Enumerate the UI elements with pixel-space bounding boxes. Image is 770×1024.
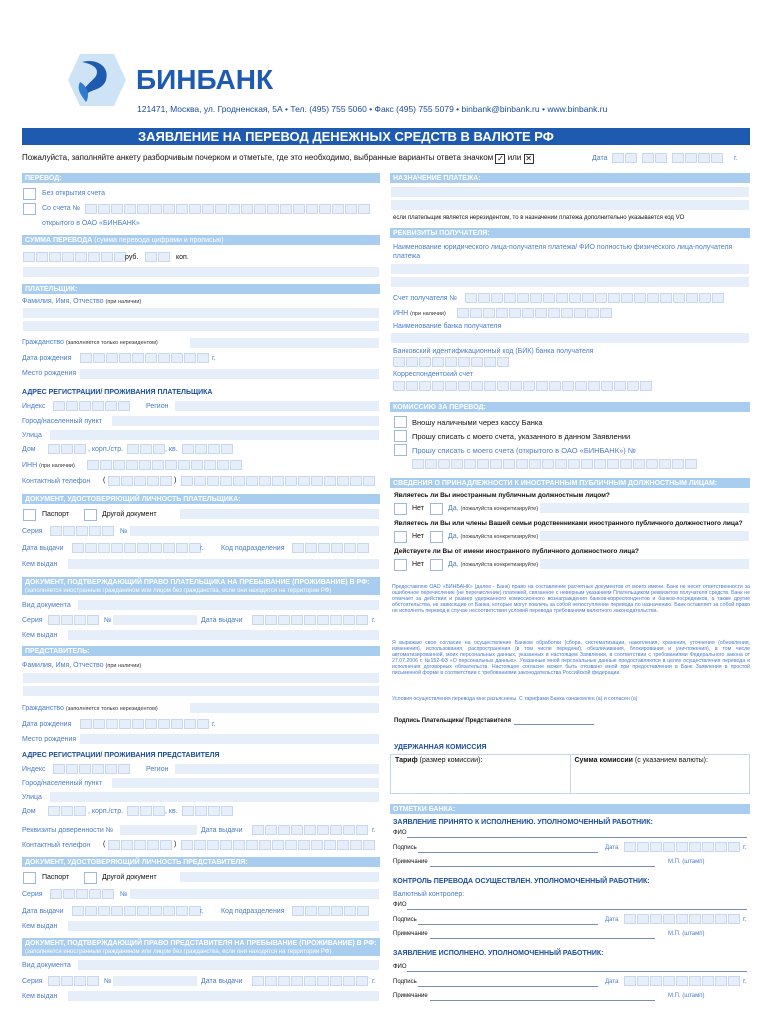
instruction-text — [22, 153, 534, 164]
payer-dept-code-label: Код подразделения — [221, 545, 285, 552]
recipient-name-field-1[interactable] — [391, 264, 749, 274]
pep-q2-yes-field[interactable] — [540, 531, 749, 541]
commission-other-checkbox[interactable] — [394, 444, 407, 456]
amount-words-field[interactable] — [23, 267, 379, 277]
bank-executed-fio-label: ФИО — [393, 964, 407, 970]
payer-stay-section-title — [22, 577, 380, 595]
recipient-section-title: РЕКВИЗИТЫ ПОЛУЧАТЕЛЯ: — [390, 228, 750, 238]
recipient-corr-label: Корреспондентский счет — [393, 371, 473, 378]
rep-issue-date-label: Дата выдачи — [22, 908, 64, 915]
bank-accepted-fio-line[interactable] — [407, 837, 747, 838]
rep-phone-close-paren: ) — [174, 841, 177, 848]
rep-region-label: Регион — [146, 766, 169, 773]
pep-q3-yes-label: Да, (пожалуйста конкретизируйте) — [448, 561, 539, 568]
bank-executed-date-label: Дата — [605, 979, 619, 985]
rep-stay-issue-date-field[interactable] — [252, 976, 368, 986]
rep-birth-date-label: Дата рождения — [22, 721, 72, 728]
consent-signature-line[interactable] — [514, 724, 594, 725]
rep-index-label: Индекс — [22, 766, 46, 773]
pep-q1-no-checkbox[interactable] — [394, 503, 407, 515]
bank-control-note-line[interactable] — [430, 938, 655, 939]
recipient-corr-field[interactable] — [393, 381, 652, 391]
payer-house-field[interactable] — [48, 444, 86, 454]
pep-q2-yes-checkbox[interactable] — [430, 531, 443, 543]
payer-issued-by-field[interactable] — [68, 559, 379, 569]
bank-executed-fio-line[interactable] — [407, 971, 747, 972]
rep-number-label: № — [120, 891, 128, 898]
bank-accepted-fio-label: ФИО — [393, 830, 407, 836]
payer-id-section-title: ДОКУМЕНТ, УДОСТОВЕРЯЮЩИЙ ЛИЧНОСТЬ ПЛАТЕЛЬЩИКА: — [22, 494, 380, 504]
commission-cash-label: Вношу наличными через кассу Банка — [412, 418, 543, 427]
pep-q3-yes-checkbox[interactable] — [430, 559, 443, 571]
rep-issued-by-field[interactable] — [68, 921, 379, 931]
bank-executed-title: ЗАЯВЛЕНИЕ ИСПОЛНЕНО. УПОЛНОМОЧЕННЫЙ РАБОТНИК: — [393, 950, 604, 957]
bank-control-date[interactable] — [624, 914, 740, 924]
rep-apt-field[interactable] — [182, 806, 233, 816]
bank-accepted-date[interactable] — [624, 842, 740, 852]
commission-cash-checkbox[interactable] — [394, 416, 407, 428]
amount-hint: (сумма перевода цифрами и прописью) — [94, 237, 224, 244]
commission-account-label: Прошу списать с моего счета, указанного в данном Заявлении — [412, 432, 631, 441]
rep-series-label: Серия — [22, 891, 43, 898]
payer-section-title: ПЛАТЕЛЬЩИК: — [22, 284, 380, 294]
bank-accepted-note-label: Примечание — [393, 859, 428, 865]
recipient-bik-label: Банковский идентификационный код (БИК) банка получателя — [393, 348, 594, 355]
commission-section-title: КОМИССИЮ ЗА ПЕРЕВОД: — [390, 402, 750, 412]
rep-stay-series-field[interactable] — [48, 976, 99, 986]
rep-stay-doc-label: Вид документа — [22, 962, 71, 969]
payer-stay-year-suffix: г. — [372, 617, 376, 624]
opened-at-label: открытого в ОАО «БИНБАНК» — [42, 220, 140, 227]
recipient-account-field[interactable] — [465, 293, 724, 303]
rep-apt-label: , кв. — [165, 808, 178, 815]
header-date-month[interactable] — [642, 153, 667, 163]
rep-city-field[interactable] — [112, 778, 379, 788]
checkmark-icon: ✓ — [497, 154, 504, 163]
rep-stay-issue-date-label: Дата выдачи — [201, 978, 243, 985]
payer-stay-series-field[interactable] — [48, 615, 99, 625]
consent-paragraph-1: Предоставляю ОАО «БИНБАНК» (далее - Банк) право на составление расчетных документов от моего имени. Банк не несет ответственности за ошибочное перечисление (не перечисление) платежей, связанное с неверным указанием Плательщиком реквизитов получателя средств. Банк не отвечает за действия и размер удержанного комиссионного вознаграждения банков-корреспондентов и банков-посредников, а также другие обстоятельства, не зависящие от Банка, которые могут повлечь за собой непоступление перевода по назначению. Банк оставляет за собой право не исполнять перевод в случае несоответствия условий перевода требованиям валютного законодательства. — [392, 584, 750, 615]
purpose-note: если плательщик является нерезидентом, то в назначении платежа дополнительно указывается код VO — [393, 215, 685, 221]
bank-control-fio-line[interactable] — [407, 909, 747, 910]
purpose-field-1[interactable] — [391, 187, 749, 197]
bank-accepted-signature-line[interactable] — [418, 852, 598, 853]
consent-signature-label: Подпись Плательщика/ Представителя — [394, 718, 511, 724]
bank-control-note-label: Примечание — [393, 931, 428, 937]
rep-other-doc-label: Другой документ — [102, 874, 157, 881]
header-date-year[interactable] — [672, 153, 723, 163]
payer-stay-number-label: № — [104, 617, 112, 624]
rep-dept-code-field[interactable] — [292, 906, 369, 916]
recipient-inn-label: ИНН (при наличии) — [393, 310, 446, 317]
rep-number-field[interactable] — [130, 889, 379, 899]
payer-apt-field[interactable] — [182, 444, 233, 454]
pep-q2-yes-label: Да, (пожалуйста конкретизируйте) — [448, 533, 539, 540]
bank-executed-signature-label: Подпись — [393, 979, 417, 985]
payer-phone-number[interactable] — [181, 476, 375, 486]
payer-other-doc-label: Другой документ — [102, 511, 157, 518]
pep-q1: Являетесь ли Вы иностранным публичным должностным лицом? — [394, 492, 610, 499]
bank-executed-stamp: М.П. (штамп) — [668, 993, 705, 999]
pep-q3-no-checkbox[interactable] — [394, 559, 407, 571]
bank-accepted-date-label: Дата — [605, 845, 619, 851]
bank-accepted-note-line[interactable] — [430, 866, 655, 867]
pep-q1-no-label: Нет — [412, 505, 424, 512]
recipient-name-label: Наименование юридического лица-получателя платежа/ ФИО полностью физического лица-получателя платежа — [393, 244, 733, 260]
from-account-label: Со счета № — [42, 205, 81, 212]
fee-title: УДЕРЖАННАЯ КОМИССИЯ — [394, 744, 487, 751]
rep-birth-place-label: Место рождения — [22, 736, 77, 743]
payer-stay-subtitle: (заполняется иностранным гражданином или лицом без гражданства, если они находятся на территории РФ) — [25, 588, 332, 594]
payer-issued-by-label: Кем выдан — [22, 561, 58, 568]
rep-city-label: Город/населенный пункт — [22, 780, 102, 787]
amount-section-title — [22, 235, 380, 245]
bank-marks-section-title: ОТМЕТКИ БАНКА: — [390, 804, 750, 814]
bank-control-signature-label: Подпись — [393, 917, 417, 923]
no-account-label: Без открытия счета — [42, 190, 106, 197]
no-account-checkbox[interactable] — [23, 188, 36, 200]
date-label: Дата — [592, 155, 608, 162]
bank-executed-date[interactable] — [624, 976, 740, 986]
rep-other-doc-checkbox[interactable] — [84, 872, 97, 884]
payer-other-doc-checkbox[interactable] — [84, 509, 97, 521]
rep-phone-label: Контактный телефон — [22, 842, 91, 849]
bank-controller-label: Валютный контролер: — [393, 891, 465, 898]
pep-q1-yes-field[interactable] — [540, 503, 749, 513]
rep-stay-title: ДОКУМЕНТ, ПОДТВЕРЖДАЮЩИЙ ПРАВО ПРЕДСТАВИТЕЛЯ НА ПРЕБЫВАНИЕ (ПРОЖИВАНИЕ) В РФ: — [25, 940, 377, 947]
brand-name: БИНБАНК — [136, 64, 274, 95]
from-account-number[interactable] — [85, 204, 370, 214]
rep-street-label: Улица — [22, 794, 42, 801]
fee-tariff-cell[interactable] — [391, 755, 571, 793]
payer-citizenship-label: Гражданство (заполняется только нерезидентом) — [22, 339, 158, 346]
payer-stay-issued-by-label: Кем выдан — [22, 632, 58, 639]
payer-birth-place-label: Место рождения — [22, 370, 77, 377]
payer-number-field[interactable] — [130, 526, 379, 536]
rub-label: руб. — [125, 254, 139, 261]
payer-stay-doc-label: Вид документа — [22, 602, 71, 609]
amount-kop[interactable] — [145, 252, 170, 262]
rep-birth-date[interactable] — [80, 719, 209, 729]
header-year-suffix: г. — [734, 155, 738, 162]
recipient-bank-label: Наименование банка получателя — [393, 323, 502, 330]
recipient-bank-field[interactable] — [391, 333, 749, 343]
rep-phone-number[interactable] — [181, 840, 375, 850]
pep-q2: Являетесь ли Вы или члены Вашей семьи родственниками иностранного публичного должностного лица? — [394, 520, 743, 527]
payer-passport-checkbox[interactable] — [23, 509, 36, 521]
payer-fio-field-2[interactable] — [23, 321, 379, 331]
purpose-field-2[interactable] — [391, 200, 749, 210]
binbank-logo-icon — [66, 52, 128, 108]
bank-executed-note-line[interactable] — [430, 1000, 655, 1001]
rep-house-label: Дом — [22, 808, 36, 815]
bank-control-year-suffix: г. — [743, 916, 747, 923]
bank-accepted-stamp: М.П. (штамп) — [668, 859, 705, 865]
rep-citizenship-field[interactable] — [190, 703, 379, 713]
payer-issue-date-label: Дата выдачи — [22, 545, 64, 552]
rep-stay-series-label: Серия — [22, 978, 43, 985]
form-title: ЗАЯВЛЕНИЕ НА ПЕРЕВОД ДЕНЕЖНЫХ СРЕДСТВ В ВАЛЮТЕ РФ — [22, 128, 750, 145]
rep-region-field[interactable] — [175, 764, 379, 774]
payer-issue-year-suffix: г. — [200, 545, 204, 552]
payer-dept-code-field[interactable] — [292, 543, 369, 553]
rep-fio-label: Фамилия, Имя, Отчество (при наличии) — [22, 662, 142, 669]
fee-tariff-label: Тариф — [395, 757, 418, 764]
commission-other-account[interactable] — [412, 459, 697, 469]
rep-id-section-title: ДОКУМЕНТ, УДОСТОВЕРЯЮЩИЙ ЛИЧНОСТЬ ПРЕДСТАВИТЕЛЯ: — [22, 857, 380, 867]
kop-label: коп. — [176, 254, 189, 261]
fee-amount-cell[interactable] — [571, 755, 750, 793]
pep-q1-yes-checkbox[interactable] — [430, 503, 443, 515]
recipient-bik-field[interactable] — [393, 357, 509, 367]
rep-phone-open-paren: ( — [103, 841, 106, 848]
rep-stay-number-label: № — [104, 978, 112, 985]
recipient-name-field-2[interactable] — [391, 277, 749, 287]
payer-index-field[interactable] — [53, 401, 130, 411]
payer-street-field[interactable] — [50, 430, 379, 440]
fee-tariff-note: (размер комиссии): — [419, 757, 483, 764]
fee-amount-note: (с указанием валюты): — [634, 757, 708, 764]
payer-house-label: Дом — [22, 446, 36, 453]
rep-stay-subtitle: (заполняется иностранным гражданином или лицом без гражданства, если они находятся на территории РФ) — [25, 949, 332, 955]
amount-rub[interactable] — [23, 252, 126, 262]
payer-street-label: Улица — [22, 432, 42, 439]
consent-paragraph-2: Я выражаю свое согласие на осуществление Банком обработки (сбора, систематизации, накопления, хранения, уточнения (обновления, изменения), использования, распространения (в том числе передачи), обезличивания, блокирования и уничтожения), в том числе автоматизированной, моих персональных данных, указанных в настоящем Заявлении, в соответствии с требованиями Федерального закона от 27.07.2006 г. №152-ФЗ «О персональных данных». Указанные мной персональные данные предоставляются в целях осуществления перевода и исполнения договорных обязательств. Настоящее согласие может быть отозвано мной при предоставлении в Банк Заявления в простой письменной форме в соответствии с требованиями законодательства Российской федерации. — [392, 640, 750, 677]
payer-fio-field-1[interactable] — [23, 308, 379, 318]
rep-issue-year-suffix: г. — [200, 908, 204, 915]
rep-other-doc-field[interactable] — [180, 872, 379, 882]
pep-q1-yes-label: Да, (пожалуйста конкретизируйте) — [448, 505, 539, 512]
rep-passport-checkbox[interactable] — [23, 872, 36, 884]
bank-accepted-year-suffix: г. — [743, 844, 747, 851]
bank-accepted-signature-label: Подпись — [393, 845, 417, 851]
rep-stay-section-title — [22, 938, 380, 956]
recipient-inn-field[interactable] — [457, 308, 612, 318]
payer-building-field[interactable] — [127, 444, 165, 454]
payer-other-doc-field[interactable] — [180, 509, 379, 519]
instruction-or: или — [507, 153, 522, 162]
pep-section-title: СВЕДЕНИЯ О ПРИНАДЛЕЖНОСТИ К ИНОСТРАННЫМ ПУБЛИЧНЫМ ДОЛЖНОСТНЫМ ЛИЦАМ: — [390, 478, 750, 488]
payer-series-field[interactable] — [50, 526, 114, 536]
payer-stay-number-field[interactable] — [113, 615, 197, 625]
fee-table — [390, 754, 750, 794]
payer-phone-close-paren: ) — [174, 477, 177, 484]
bank-executed-year-suffix: г. — [743, 978, 747, 985]
recipient-account-label: Счет получателя № — [393, 295, 458, 302]
bank-control-title: КОНТРОЛЬ ПЕРЕВОДА ОСУЩЕСТВЛЕН. УПОЛНОМОЧЕННЫЙ РАБОТНИК: — [393, 878, 650, 885]
payer-index-label: Индекс — [22, 403, 46, 410]
payer-stay-issue-date-label: Дата выдачи — [201, 617, 243, 624]
payer-number-label: № — [120, 528, 128, 535]
rep-building-label: , корп./стр. — [88, 808, 124, 815]
rep-poa-label: Реквизиты доверенности № — [22, 827, 114, 834]
rep-stay-doc-field[interactable] — [78, 960, 379, 970]
rep-stay-issued-by-label: Кем выдан — [22, 993, 58, 1000]
payer-citizenship-field[interactable] — [190, 338, 379, 348]
payer-city-label: Город/населенный пункт — [22, 418, 102, 425]
payer-passport-label: Паспорт — [42, 511, 70, 518]
commission-account-checkbox[interactable] — [394, 430, 407, 442]
commission-other-label: Прошу списать с моего счета (открытого в ОАО «БИНБАНК») № — [412, 446, 636, 455]
payer-phone-open-paren: ( — [103, 477, 106, 484]
payer-phone-code[interactable] — [108, 476, 172, 486]
payer-birth-date-label: Дата рождения — [22, 355, 72, 362]
instruction-pre: Пожалуйста, заполняйте анкету разборчивым почерком и отметьте, где это необходимо, выбранные варианты ответа значком — [22, 153, 494, 162]
fee-amount-label: Сумма комиссии — [574, 757, 633, 764]
payer-stay-title: ДОКУМЕНТ, ПОДТВЕРЖДАЮЩИЙ ПРАВО ПЛАТЕЛЬЩИКА НА ПРЕБЫВАНИЕ (ПРОЖИВАНИЕ) В РФ: — [25, 579, 370, 586]
payer-phone-label: Контактный телефон — [22, 478, 91, 485]
rep-street-field[interactable] — [50, 792, 379, 802]
rep-dept-code-label: Код подразделения — [221, 908, 285, 915]
payer-birth-year-suffix: г. — [212, 355, 216, 362]
rep-stay-year-suffix: г. — [372, 978, 376, 985]
from-account-checkbox[interactable] — [23, 203, 36, 215]
payer-region-label: Регион — [146, 403, 169, 410]
purpose-section-title: НАЗНАЧЕНИЕ ПЛАТЕЖА: — [390, 173, 750, 183]
payer-series-label: Серия — [22, 528, 43, 535]
rep-poa-date-field[interactable] — [252, 825, 368, 835]
bank-control-date-label: Дата — [605, 917, 619, 923]
pep-q3-yes-field[interactable] — [540, 559, 749, 569]
bank-control-fio-label: ФИО — [393, 902, 407, 908]
rep-phone-code[interactable] — [108, 840, 172, 850]
cross-icon: ✕ — [525, 154, 532, 163]
rep-house-field[interactable] — [48, 806, 86, 816]
rep-poa-field[interactable] — [120, 825, 197, 835]
pep-q2-no-checkbox[interactable] — [394, 531, 407, 543]
rep-birth-year-suffix: г. — [212, 721, 216, 728]
rep-passport-label: Паспорт — [42, 874, 70, 881]
rep-stay-number-field[interactable] — [113, 976, 197, 986]
rep-building-field[interactable] — [127, 806, 165, 816]
rep-issued-by-label: Кем выдан — [22, 923, 58, 930]
rep-fio-field-1[interactable] — [23, 673, 379, 683]
rep-poa-year-suffix: г. — [372, 827, 376, 834]
transfer-section-title: ПЕРЕВОД: — [22, 173, 380, 183]
rep-address-title: АДРЕС РЕГИСТРАЦИИ/ ПРОЖИВАНИЯ ПРЕДСТАВИТЕЛЯ — [22, 752, 220, 759]
pep-q3: Действуете ли Вы от имени иностранного публичного должностного лица? — [394, 548, 639, 555]
amount-title: СУММА ПЕРЕВОДА — [25, 237, 93, 244]
rep-section-title: ПРЕДСТАВИТЕЛЬ: — [22, 646, 380, 656]
payer-address-title: АДРЕС РЕГИСТРАЦИИ/ ПРОЖИВАНИЯ ПЛАТЕЛЬЩИКА — [22, 389, 213, 396]
payer-issue-date-field[interactable] — [72, 543, 201, 553]
payer-fio-label: Фамилия, Имя, Отчество (при наличии) — [22, 298, 142, 305]
header-date-day[interactable] — [612, 153, 637, 163]
rep-citizenship-label: Гражданство (заполняется только нерезидентом) — [22, 705, 158, 712]
payer-birth-place-field[interactable] — [80, 369, 379, 379]
rep-issue-date-field[interactable] — [72, 906, 201, 916]
header-address: 121471, Москва, ул. Гродненская, 5А • Тел. (495) 755 5060 • Факс (495) 755 5079 • binbank@binbank.ru • www.binbank.ru — [137, 104, 608, 114]
bank-accepted-title: ЗАЯВЛЕНИЕ ПРИНЯТО К ИСПОЛНЕНИЮ. УПОЛНОМОЧЕННЫЙ РАБОТНИК: — [393, 819, 653, 826]
pep-q3-no-label: Нет — [412, 561, 424, 568]
rep-birth-place-field[interactable] — [80, 734, 379, 744]
payer-inn-label: ИНН (при наличии) — [22, 462, 75, 469]
payer-building-label: , корп./стр. — [88, 446, 124, 453]
rep-series-field[interactable] — [50, 889, 114, 899]
pep-q2-no-label: Нет — [412, 533, 424, 540]
payer-stay-issued-by-field[interactable] — [68, 630, 379, 640]
payer-region-field[interactable] — [175, 401, 379, 411]
consent-paragraph-3: Условия осуществления перевода мне разъяснены. С тарифами Банка ознакомлен (а) и согласен (а) — [392, 696, 638, 702]
payer-city-field[interactable] — [112, 416, 379, 426]
bank-control-stamp: М.П. (штамп) — [668, 931, 705, 937]
payer-birth-date[interactable] — [80, 353, 209, 363]
rep-fio-field-2[interactable] — [23, 686, 379, 696]
rep-stay-issued-by-field[interactable] — [68, 991, 379, 1001]
payer-stay-series-label: Серия — [22, 617, 43, 624]
bank-executed-note-label: Примечание — [393, 993, 428, 999]
rep-index-field[interactable] — [53, 764, 130, 774]
bank-control-signature-line[interactable] — [418, 924, 598, 925]
bank-executed-signature-line[interactable] — [418, 986, 598, 987]
rep-poa-date-label: Дата выдачи — [201, 827, 243, 834]
payer-stay-doc-field[interactable] — [78, 600, 379, 610]
payer-apt-label: , кв. — [165, 446, 178, 453]
payer-stay-issue-date-field[interactable] — [252, 615, 368, 625]
payer-inn-field[interactable] — [87, 460, 242, 470]
